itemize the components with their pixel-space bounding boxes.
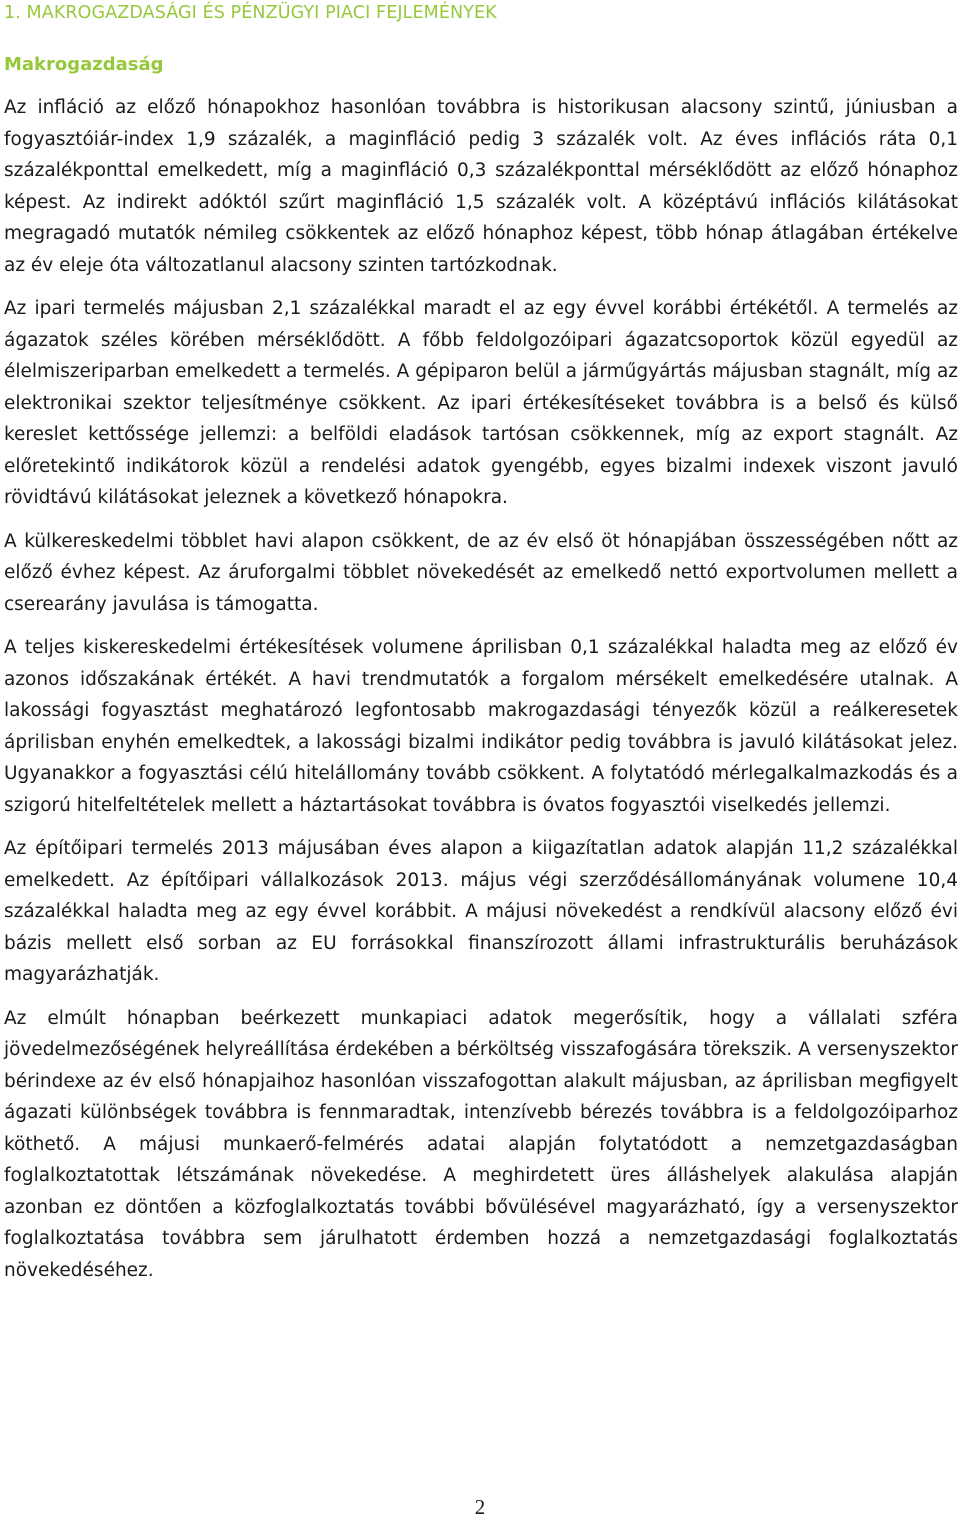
paragraph-construction: Az építőipari termelés 2013 májusában éves alapon a kiigazítatlan adatok alapján 11,2 százalékkal emelkedett. Az építőipari vállalkozások 2013. május végi szerződésállományának volumene 10,4 százalékkal haladta meg az egy évvel korábbit. A májusi növekedést a rendkívül alacsony előző évi bázis mellett első sorban az EU forrásokkal finanszírozott állami infrastrukturális beruházások magyarázhatják. [4,838,958,985]
paragraph-retail: A teljes kiskereskedelmi értékesítések volumene áprilisban 0,1 százalékkal haladta meg az előző év azonos időszakának értékét. A havi trendmutatók a forgalom mérsékelt emelkedésére utalnak. A lakossági fogyasztást meghatározó legfontosabb makrogazdasági tényezők közül a reálkeresetek áprilisban enyhén emelkedtek, a lakossági bizalmi indikátor pedig továbbra is javuló kilátásokat jelez. Ugyanakkor a fogyasztási célú hitelállomány tovább csökkent. A folytatódó mérlegalkalmazkodás és a szigorú hitelfeltételek mellett a háztartásokat továbbra is óvatos fogyasztói viselkedés jellemzi. [4,637,958,816]
page-number: 2 [474,1495,486,1519]
paragraph-foreign-trade: A külkereskedelmi többlet havi alapon csökkent, de az év első öt hónapjában összességében nőtt az előző évhez képest. Az áruforgalmi többlet növekedését az emelkedő nettó exportvolumen mellett a cserearány javulása is támogatta. [4,530,958,615]
paragraph-inflation: Az infláció az előző hónapokhoz hasonlóan továbbra is historikusan alacsony szintű, júniusban a fogyasztóiár-index 1,9 százalék, a maginfláció pedig 3 százalék volt. Az éves inflációs ráta 0,1 százalékponttal emelkedett, míg a maginfláció 0,3 százalékponttal mérséklődött az előző hónaphoz képest. Az indirekt adóktól szűrt maginfláció 1,5 százalék volt. A középtávú inflációs kilátásokat megragadó mutatók némileg csökkentek az előző hónaphoz képest, több hónap átlagában értékelve az év eleje óta változatlanul alacsony szinten tartózkodnak. [4,97,958,276]
paragraph-industry: Az ipari termelés májusban 2,1 százalékkal maradt el az egy évvel korábbi értékétől. A termelés az ágazatok széles körében mérséklődött. A főbb feldolgozóipari ágazatcsoportok közül egyedül az élelmiszeriparban emelkedett a termelés. A gépiparon belül a járműgyártás májusban stagnált, míg az elektronikai szektor teljesítménye csökkent. Az ipari értékesítéseket továbbra is a belső és külső kereslet kettőssége jellemzi: a belföldi eladások tartósan csökkennek, míg az export stagnált. Az előretekintő indikátorok közül a rendelési adatok gyengébb, egyes bizalmi indexek viszont javuló rövidtávú kilátásokat jeleznek a következő hónapokra. [4,298,958,508]
body-text [4,92,958,1298]
sub-heading: Makrogazdaság [4,54,164,75]
section-heading: 1. MAKROGAZDASÁGI ÉS PÉNZÜGYI PIACI FEJLEMÉNYEK [4,3,497,23]
paragraph-labour-market: Az elmúlt hónapban beérkezett munkapiaci adatok megerősítik, hogy a vállalati szféra jövedelmezőségének helyreállítása érdekében a bérköltség visszafogására törekszik. A versenyszektor bérindexe az év első hónapjaihoz hasonlóan visszafogottan alakult májusban, az áprilisban megfigyelt ágazati különbségek továbbra is fennmaradtak, intenzívebb bérezés továbbra is a feldolgozóiparhoz köthető. A májusi munkaerő-felmérés adatai alapján folytatódott a nemzetgazdaságban foglalkoztatottak létszámának növekedése. A meghirdetett üres álláshelyek alakulása alapján azonban ez döntően a közfoglalkoztatás további bővülésével magyarázható, így a versenyszektor foglalkoztatása továbbra sem járulhatott érdemben hozzá a nemzetgazdasági foglalkoztatás növekedéséhez. [4,1007,958,1281]
